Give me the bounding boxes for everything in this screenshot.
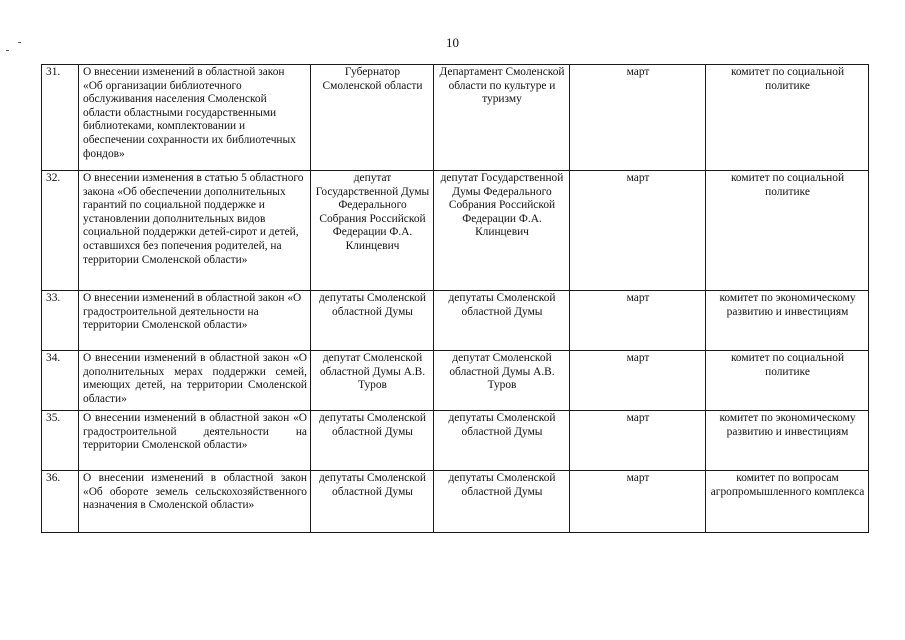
row-number: 31. — [42, 65, 79, 171]
initiator-cell: депутат Смоленской областной Думы А.В. Туров — [311, 351, 434, 411]
period-cell: март — [570, 471, 706, 533]
initiator-cell: депутат Государственной Думы Федерального Собрания Российской Федерации Ф.А. Клинцевич — [311, 171, 434, 291]
period-cell: март — [570, 171, 706, 291]
committee-cell: комитет по социальной политике — [706, 65, 869, 171]
responsible-cell: Департамент Смоленской области по культуре и туризму — [434, 65, 570, 171]
initiator-cell: депутаты Смоленской областной Думы — [311, 411, 434, 471]
responsible-cell: депутаты Смоленской областной Думы — [434, 471, 570, 533]
committee-cell: комитет по экономическому развитию и инвестициям — [706, 291, 869, 351]
bill-title: О внесении изменения в статью 5 областного закона «Об обеспечении дополнительных гарантий по социальной поддержке и установлении дополнительных видов социальной поддержки детей-сирот и детей, оставшихся без попечения родителей, на территории Смоленской области» — [79, 171, 311, 291]
table-row — [42, 171, 869, 291]
bill-title: О внесении изменений в областной закон «Об организации библиотечного обслуживания населения Смоленской области областными государственными библиотеками, комплектовании и обеспечении сохранности их библиотечных фондов» — [79, 65, 311, 171]
bill-title: О внесении изменений в областной закон «Об обороте земель сельскохозяйственного назначения в Смоленской области» — [79, 471, 311, 533]
row-number: 33. — [42, 291, 79, 351]
committee-cell: комитет по социальной политике — [706, 351, 869, 411]
responsible-cell: депутаты Смоленской областной Думы — [434, 291, 570, 351]
row-number: 34. — [42, 351, 79, 411]
committee-cell: комитет по социальной политике — [706, 171, 869, 291]
row-number: 32. — [42, 171, 79, 291]
table-row — [42, 471, 869, 533]
legislation-plan-table — [41, 64, 869, 533]
page-number: 10 — [446, 35, 459, 50]
responsible-cell: депутаты Смоленской областной Думы — [434, 411, 570, 471]
row-number: 36. — [42, 471, 79, 533]
table-row — [42, 351, 869, 411]
responsible-cell: депутат Смоленской областной Думы А.В. Туров — [434, 351, 570, 411]
initiator-cell: Губернатор Смоленской области — [311, 65, 434, 171]
committee-cell: комитет по экономическому развитию и инвестициям — [706, 411, 869, 471]
initiator-cell: депутаты Смоленской областной Думы — [311, 291, 434, 351]
table-row — [42, 411, 869, 471]
bill-title: О внесении изменений в областной закон «О дополнительных мерах поддержки семей, имеющих детей, на территории Смоленской области» — [79, 351, 311, 411]
responsible-cell: депутат Государственной Думы Федерального Собрания Российской Федерации Ф.А. Клинцевич — [434, 171, 570, 291]
initiator-cell: депутаты Смоленской областной Думы — [311, 471, 434, 533]
bill-title: О внесении изменений в областной закон «О градостроительной деятельности на территории Смоленской области» — [79, 291, 311, 351]
period-cell: март — [570, 411, 706, 471]
bill-title: О внесении изменений в областной закон «О градостроительной деятельности на территории Смоленской области» — [79, 411, 311, 471]
scan-mark — [18, 42, 21, 43]
table-row — [42, 291, 869, 351]
period-cell: март — [570, 65, 706, 171]
row-number: 35. — [42, 411, 79, 471]
scan-mark — [6, 50, 9, 51]
period-cell: март — [570, 351, 706, 411]
period-cell: март — [570, 291, 706, 351]
committee-cell: комитет по вопросам агропромышленного комплекса — [706, 471, 869, 533]
table-row — [42, 65, 869, 171]
